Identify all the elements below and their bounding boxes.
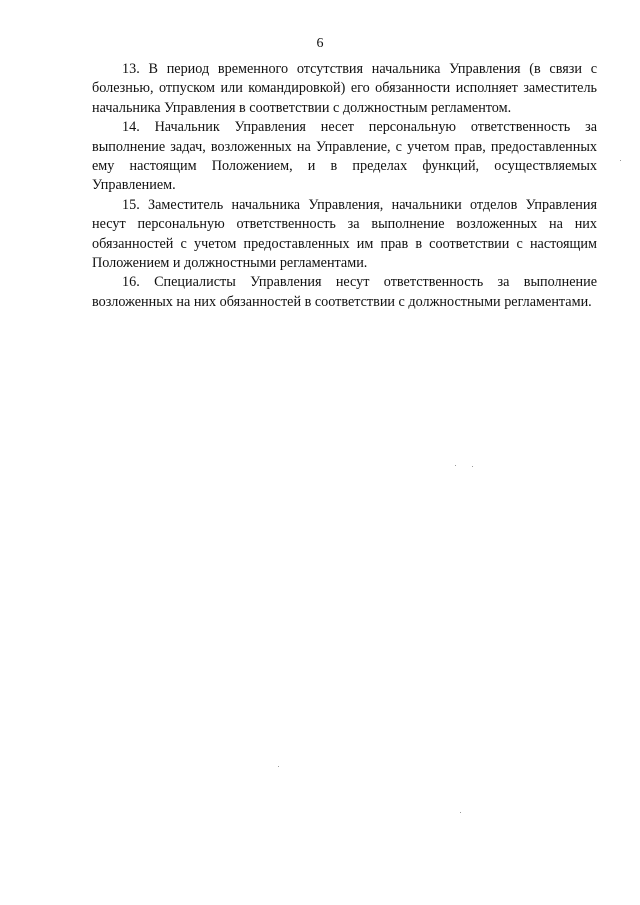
paragraph-15: 15. Заместитель начальника Управления, начальники отделов Управления несут персональную ответственность за выполнение возложенных на них обязанностей с учетом предоставленных им прав в соответствии с настоящим Положением и должностными регламентами. [92, 196, 597, 272]
scan-speck [455, 465, 456, 466]
document-body [92, 60, 597, 312]
paragraph-13: 13. В период временного отсутствия начальника Управления (в связи с болезнью, отпуском или командировкой) его обязанности исполняет заместитель начальника Управления в соответствии с должностным регламентом. [92, 61, 597, 116]
scan-speck [620, 160, 621, 161]
paragraph-16: 16. Специалисты Управления несут ответственность за выполнение возложенных на них обязанностей в соответствии с должностными регламентами. [92, 274, 597, 310]
page-number: 6 [316, 36, 324, 51]
scan-speck [472, 466, 473, 467]
scan-speck [460, 812, 461, 813]
scan-speck [278, 766, 279, 767]
paragraph-14: 14. Начальник Управления несет персональную ответственность за выполнение задач, возложенных на Управление, с учетом прав, предоставленных ему настоящим Положением, и в пределах функций, осуществляемых Управлением. [92, 119, 597, 194]
